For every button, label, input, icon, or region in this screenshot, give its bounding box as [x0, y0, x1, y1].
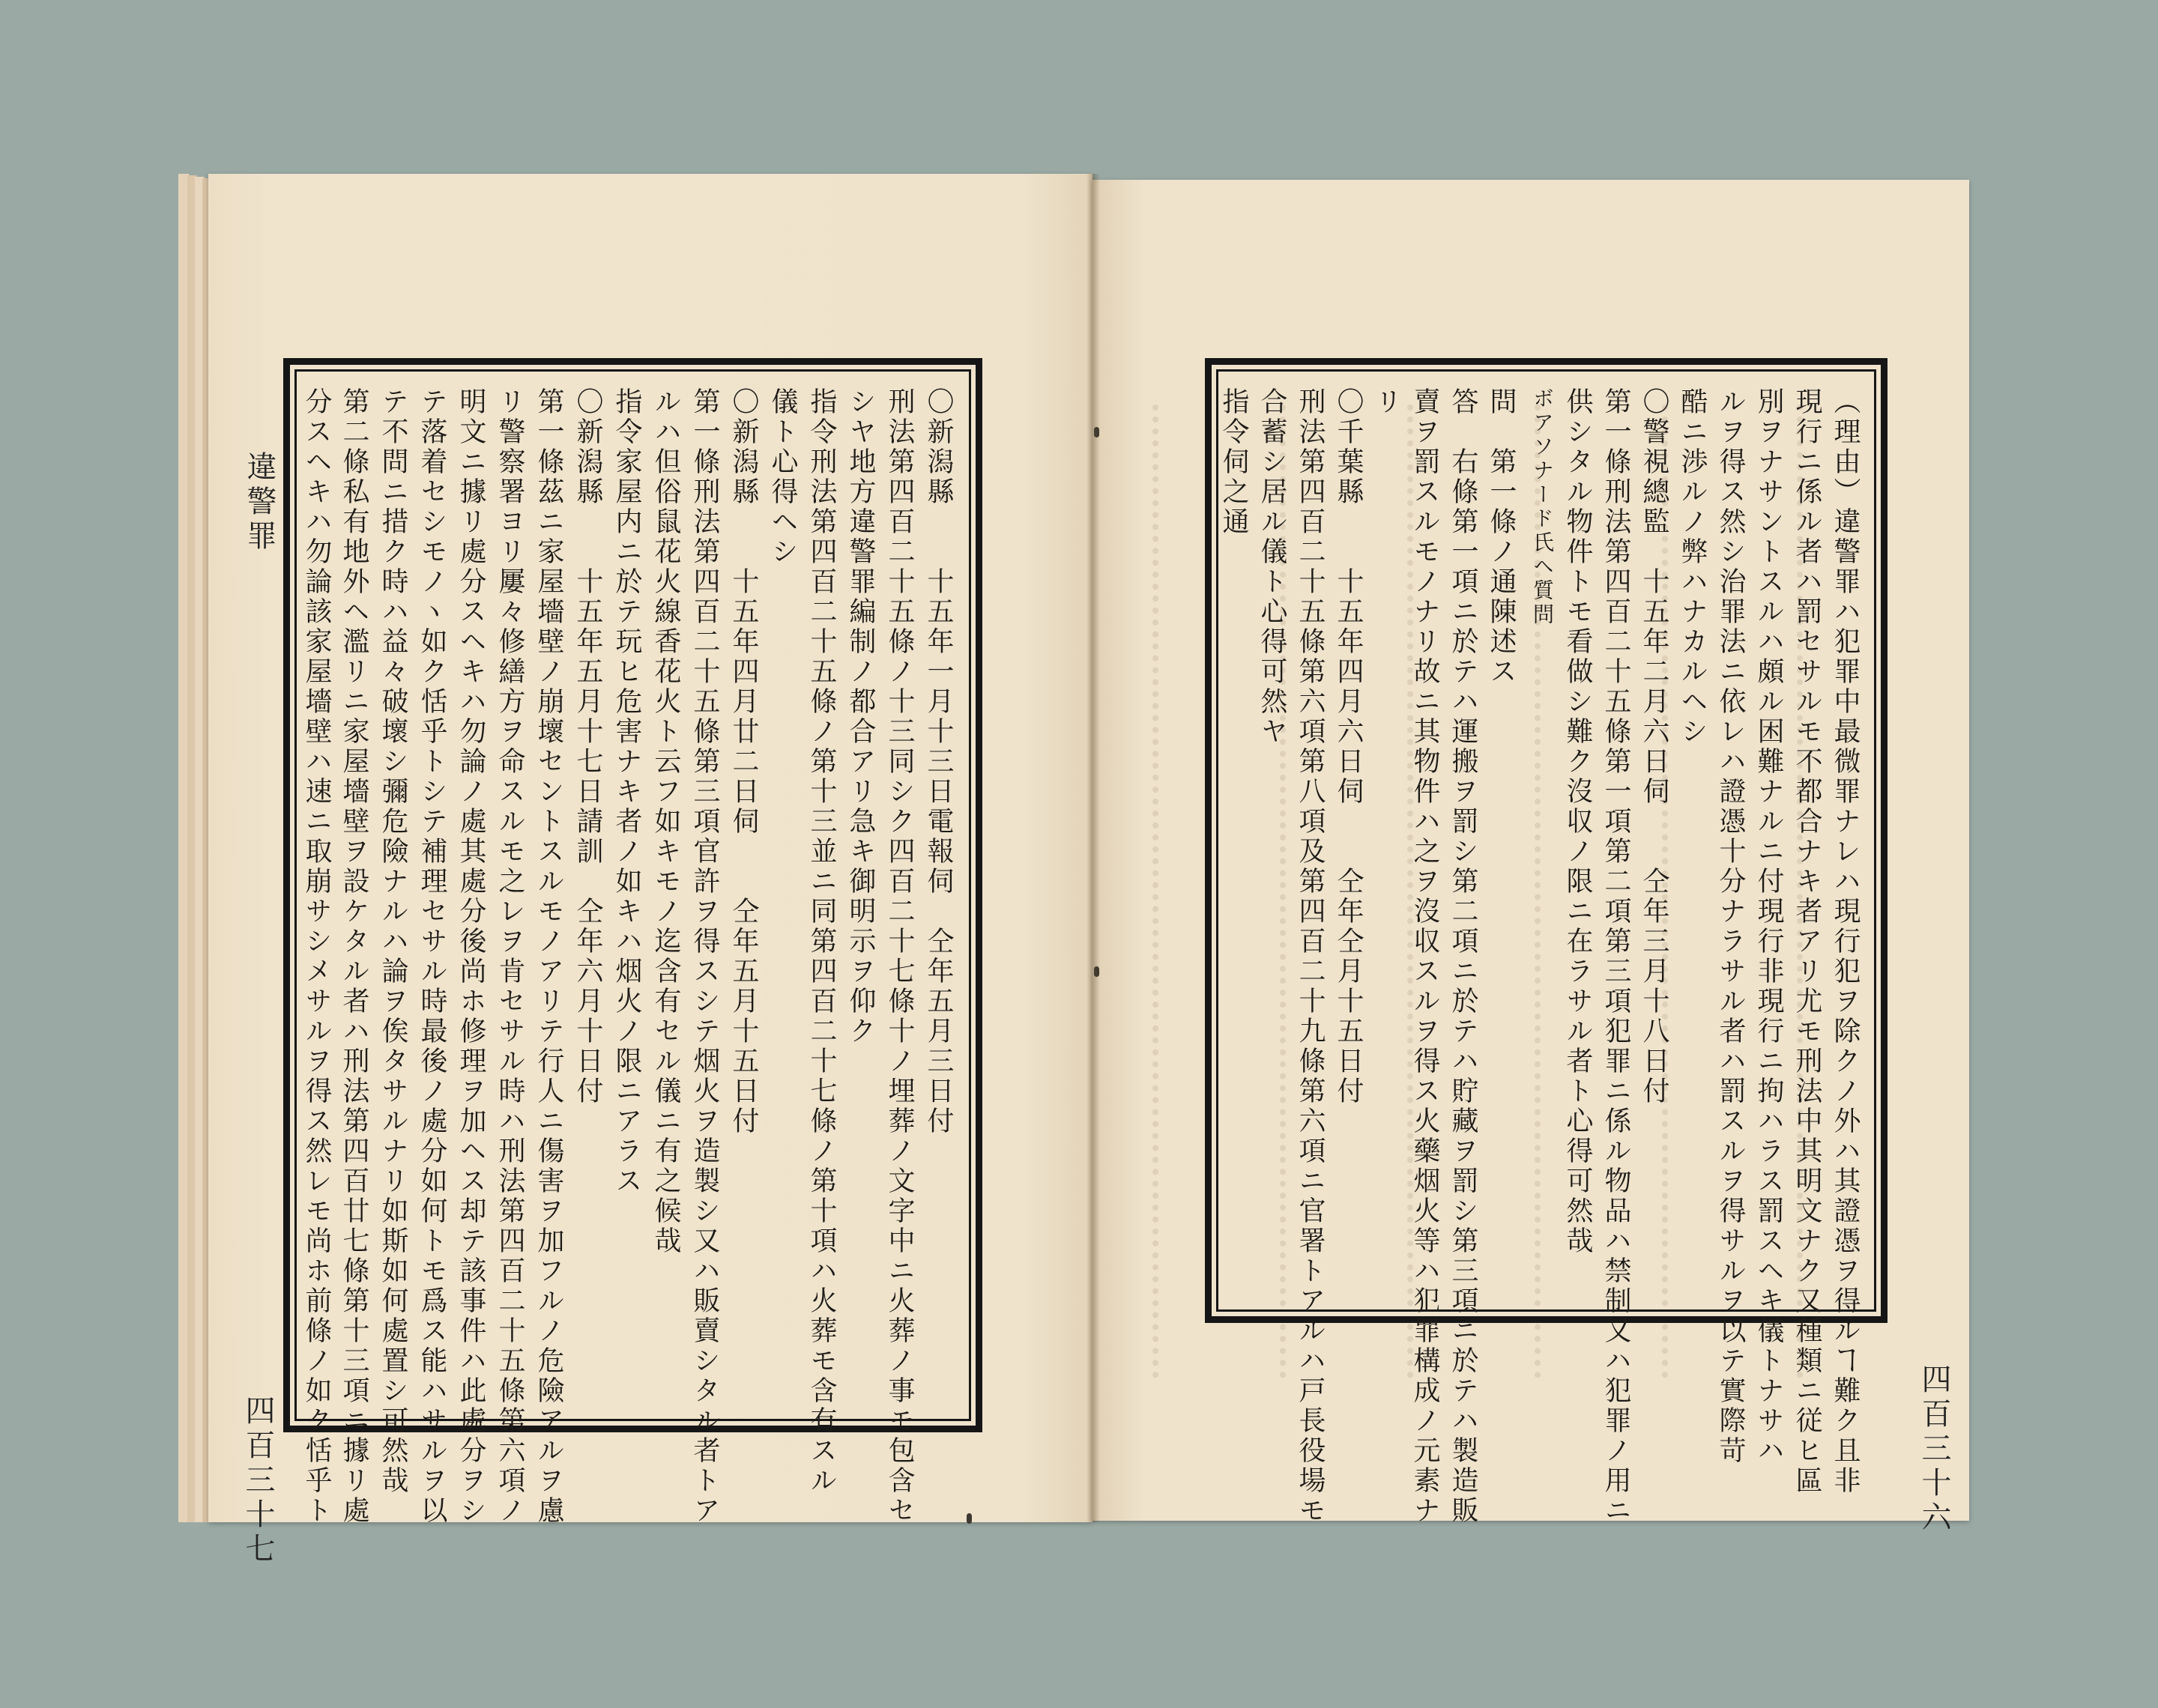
text-column: 第二條私有地外ヘ濫リニ家屋墻壁ヲ設ケタル者ハ刑法第四百廿七條第十三項ニ據リ處 [339, 387, 369, 1526]
text-column: リ警察署ヨリ屢々修繕方ヲ命スルモ之レヲ肯セサル時ハ刑法第四百二十五條第六項ノ [495, 387, 525, 1526]
text-column: リ [1371, 387, 1402, 417]
text-column: 指令刑法第四百二十五條ノ第十三並ニ同第四百二十七條ノ第十項ハ火葬モ含有スル [806, 387, 837, 1496]
text-column: 現行ニ係ル者ハ罰セサルモ不都合ナキ者アリ尤モ刑法中其明文ナク又種類ニ従ヒ區 [1792, 387, 1822, 1496]
text-column: 合蓄シ居ル儀ト心得可然ヤ [1257, 387, 1287, 747]
text-column: 答 右條第一項ニ於テハ運搬ヲ罰シ第二項ニ於テハ貯藏ヲ罰シ第三項ニ於テハ製造販 [1448, 387, 1478, 1526]
text-column: （理由）違警罪ハ犯罪中最微罪ナレハ現行犯ヲ除クノ外ハ其證憑ヲ得ルヿ難ク且非 [1830, 387, 1861, 1496]
text-column: 刑法第四百二十五條第六項第八項及第四百二十九條第六項ニ官署トアルハ戸長役場モ [1295, 387, 1326, 1526]
binding-hole [967, 1513, 972, 1524]
page-number: 四百三十六 [1917, 1363, 1951, 1536]
text-column: ルハ但俗鼠花火線香花火ト云フ如キモノ迄含有セル儀ニ有之候哉 [650, 387, 681, 1256]
text-column: 〇千葉縣 十五年四月六日伺 仝年仝月十五日付 [1333, 387, 1364, 1106]
text-column: 〇新潟縣 十五年一月十三日電報伺 仝年五月三日付 [923, 387, 954, 1136]
text-column: 〇新潟縣 十五年四月廿二日伺 仝年五月十五日付 [728, 387, 759, 1136]
text-column: 別ヲナサントスルハ頗ル困難ナルニ付現行非現行ニ拘ハラス罰スヘキ儀トナサハ [1753, 387, 1784, 1466]
text-column: 分スヘキハ勿論該家屋墻壁ハ速ニ取崩サシメサルヲ得ス然レモ尚ホ前條ノ如ク恬乎ト [301, 387, 332, 1526]
text-column: 〇警視總監 十五年二月六日伺 仝年三月十八日付 [1639, 387, 1669, 1106]
text-column: 〇新潟縣 十五年五月十七日請訓 仝年六月十日付 [572, 387, 603, 1106]
text-frame-left [283, 358, 982, 1526]
text-column: 儀ト心得ヘシ [767, 387, 798, 567]
text-frame-right [1205, 358, 1888, 1526]
text-column: シヤ地方違警罪編制ノ都合アリ急キ御明示ヲ仰ク [845, 387, 876, 1047]
text-column: 第一條刑法第四百二十五條第三項官許ヲ得スシテ烟火ヲ造製シ又ハ販賣シタル者トア [689, 387, 720, 1526]
text-column: 第一條茲ニ家屋墻壁ノ崩壞セントスルモノアリテ行人ニ傷害ヲ加フルノ危險アルヲ慮 [534, 387, 564, 1526]
text-column: 指令家屋内ニ於テ玩ヒ危害ナキ者ノ如キハ烟火ノ限ニアラス [611, 387, 642, 1196]
text-column: 明文ニ據リ處分スヘキハ勿論ノ處其處分後尚ホ修理ヲ加ヘス却テ該事件ハ此處分ヲシ [456, 387, 486, 1526]
text-column: 供シタル物件トモ看做シ難ク沒収ノ限ニ在ラサル者ト心得可然哉 [1562, 387, 1593, 1256]
text-column: ボアソナード氏ヘ質問 [1530, 387, 1555, 627]
text-column: 賣ヲ罰スルモノナリ故ニ其物件ハ之ヲ沒収スルヲ得ス火藥烟火等ハ犯罪構成ノ元素ナ [1409, 387, 1440, 1526]
text-column: テ不問ニ措ク時ハ益々破壞シ彌危險ナルハ論ヲ俟タサルナリ如斯如何處置シ可然哉 [378, 387, 408, 1496]
text-column: 問 第一條ノ通陳述ス [1486, 387, 1517, 687]
text-column: 酷ニ渉ルノ弊ハナカルヘシ [1677, 387, 1708, 747]
text-column: ルヲ得ス然シ治罪法ニ依レハ證憑十分ナラサル者ハ罰スルヲ得サルヲ以テ實際苛 [1715, 387, 1746, 1466]
text-column: 第一條刑法第四百二十五條第一項第二項第三項犯罪ニ係ル物品ハ禁制又ハ犯罪ノ用ニ [1601, 387, 1631, 1526]
running-title: 違警罪 [242, 451, 276, 554]
text-column: 指令伺之通 [1218, 387, 1249, 537]
text-column: 刑法第四百二十五條ノ十三同シク四百二十七條十ノ埋葬ノ文字中ニ火葬ノ事モ包含セ [884, 387, 915, 1526]
book-gutter [1086, 174, 1100, 1522]
page-number: 四百三十七 [241, 1395, 275, 1567]
show-through [1152, 405, 1158, 1378]
text-column: テ落着セシモノヽ如ク恬乎トシテ補理セサル時最後ノ處分如何トモ爲ス能ハサルヲ以 [417, 387, 447, 1526]
